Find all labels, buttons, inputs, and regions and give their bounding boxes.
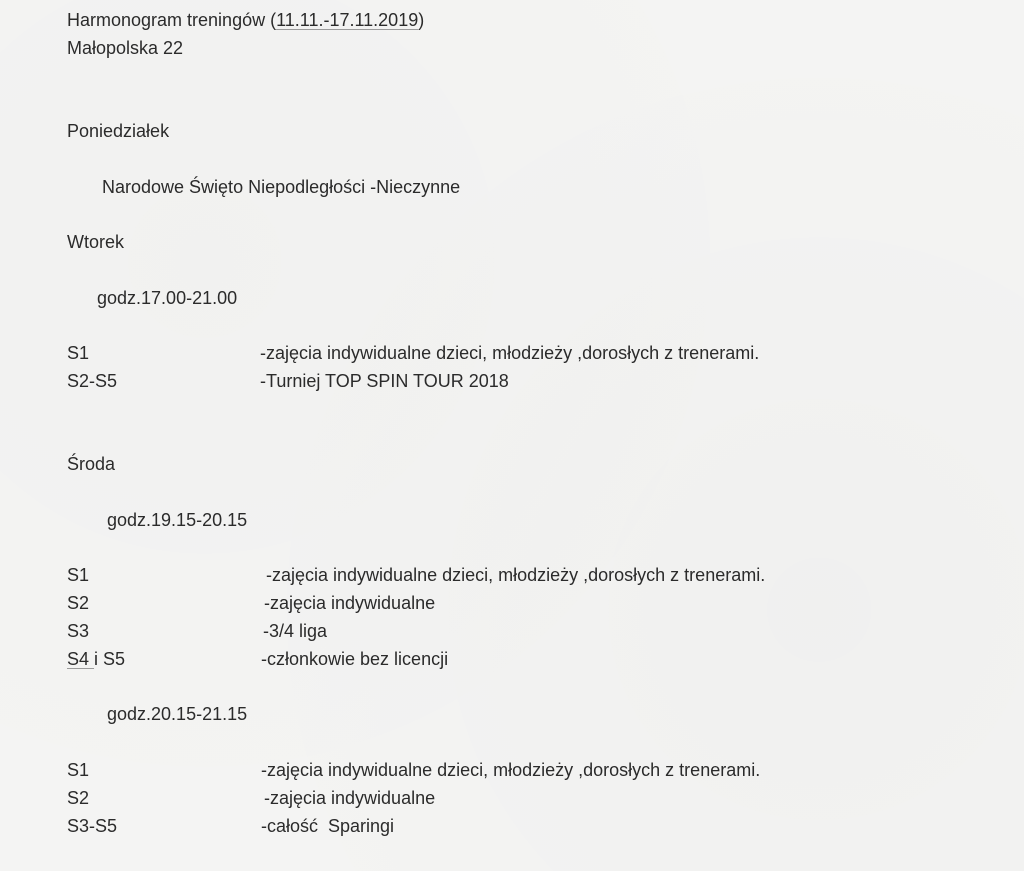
monday-note: Narodowe Święto Niepodległości -Nieczynne [102,177,461,197]
day-heading-monday: Poniedziałek [67,121,170,141]
schedule-row-desc: -zajęcia indywidualne dzieci, młodzieży ,dorosłych z trenerami. [260,343,760,363]
schedule-row-desc: -3/4 liga [263,621,328,641]
schedule-row-desc: -zajęcia indywidualne [264,788,436,808]
address: Małopolska 22 [67,38,184,58]
schedule-row-label: S1 [67,343,90,363]
label-part: i S5 [94,649,126,669]
schedule-row-desc: -zajęcia indywidualne dzieci, młodzieży ,dorosłych z trenerami. [266,565,766,585]
schedule-row-label: S2 [67,788,90,808]
schedule-row-desc: -całość Sparingi [261,816,395,836]
title-suffix: ) [418,10,425,30]
schedule-row-desc: -członkowie bez licencji [261,649,449,669]
day-heading-wednesday: Środa [67,454,116,474]
wednesday-time-2: godz.20.15-21.15 [107,704,248,724]
title-prefix: Harmonogram treningów ( [67,10,277,30]
schedule-row-label: S1 [67,760,90,780]
day-heading-tuesday: Wtorek [67,232,125,252]
schedule-row-desc: -zajęcia indywidualne dzieci, młodzieży ,dorosłych z trenerami. [261,760,761,780]
wednesday-time-1: godz.19.15-20.15 [107,510,248,530]
schedule-row-label [67,648,125,670]
schedule-row-label: S3-S5 [67,816,118,836]
schedule-row-desc: -zajęcia indywidualne [264,593,436,613]
title-dates: 11.11.-17.11.2019 [276,10,419,30]
schedule-row-desc: -Turniej TOP SPIN TOUR 2018 [260,371,509,391]
document-title [67,9,424,31]
schedule-row-label: S2-S5 [67,371,118,391]
schedule-row-label: S3 [67,621,90,641]
tuesday-time: godz.17.00-21.00 [97,288,238,308]
schedule-row-label: S1 [67,565,90,585]
label-part-underlined: S4 [67,649,95,669]
schedule-row-label: S2 [67,593,90,613]
